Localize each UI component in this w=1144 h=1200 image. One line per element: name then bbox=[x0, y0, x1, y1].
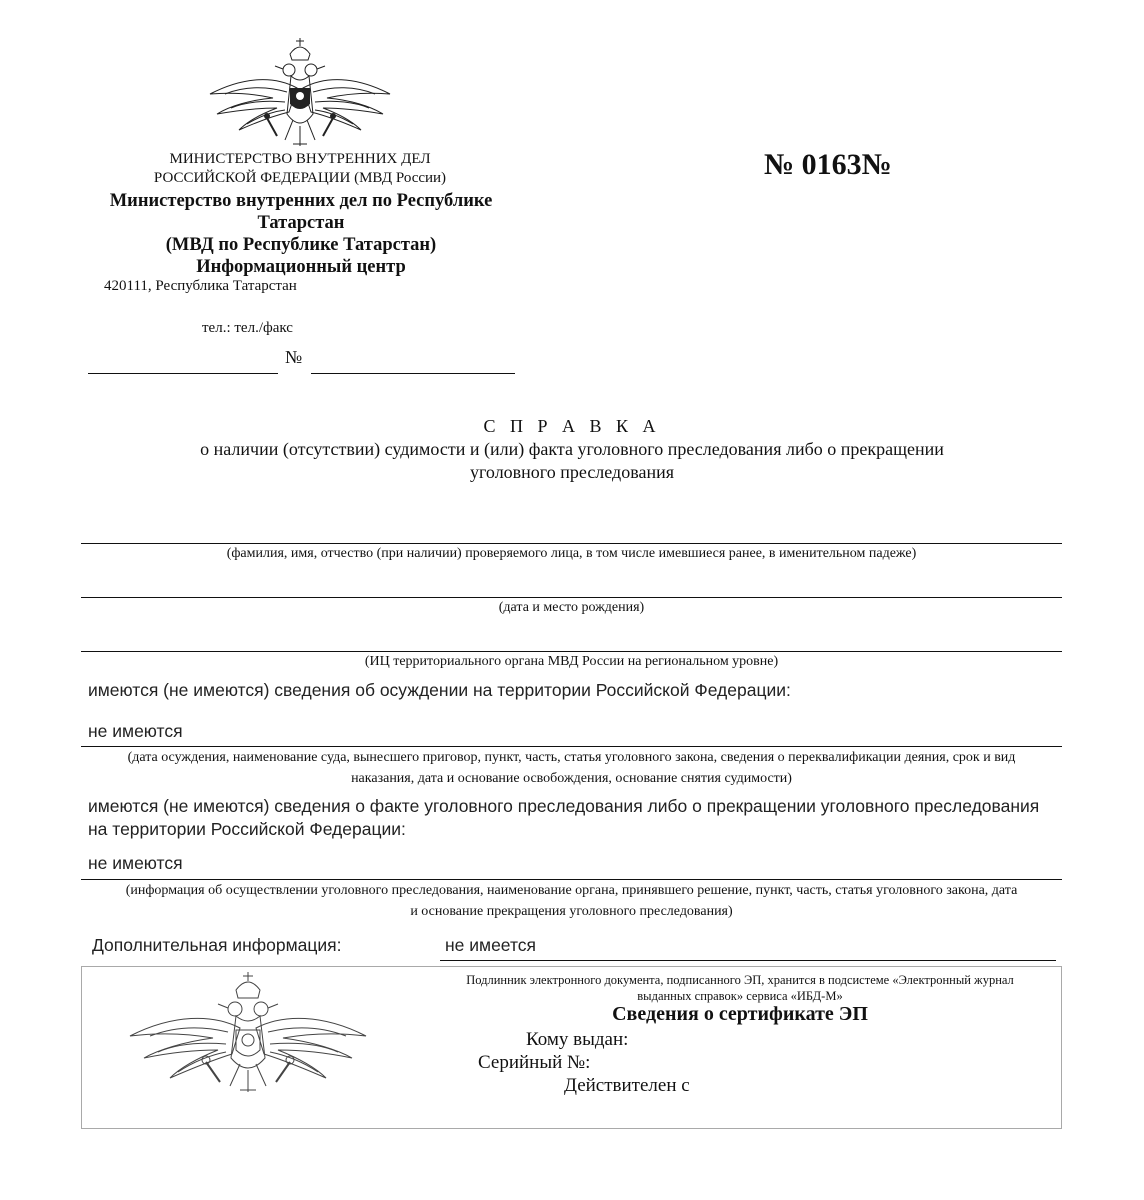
ic-caption: (ИЦ территориального органа МВД России на региональном уровне) bbox=[364, 654, 779, 669]
prosecution-question-line-1: имеются (не имеются) сведения о факте уголовного преследования либо о прекращении уголовного преследования bbox=[88, 796, 1040, 816]
prosecution-caption bbox=[81, 880, 1062, 922]
birth-caption: (дата и место рождения) bbox=[498, 600, 645, 615]
regional-line-1: Министерство внутренних дел по Республике bbox=[109, 191, 493, 211]
convictions-question: имеются (не имеются) сведения об осуждении на территории Российской Федерации: bbox=[88, 680, 791, 700]
office-phone: тел.: тел./факс bbox=[202, 320, 293, 336]
ministry-name bbox=[100, 150, 500, 188]
additional-info-label: Дополнительная информация: bbox=[92, 935, 342, 955]
prosecution-question-line-2: на территории Российской Федерации: bbox=[88, 819, 406, 839]
prosecution-caption-line-2: и основание прекращения уголовного преследования) bbox=[410, 904, 733, 919]
prosecution-answer: не имеются bbox=[88, 853, 183, 873]
certificate-title: Сведения о сертификате ЭП bbox=[612, 1003, 868, 1025]
convictions-answer: не имеются bbox=[88, 721, 183, 741]
certificate-note bbox=[440, 972, 1040, 1004]
mvd-emblem-icon bbox=[205, 36, 395, 148]
subtitle-line-2: уголовного преследования bbox=[470, 462, 674, 482]
certificate-emblem-icon bbox=[128, 972, 368, 1094]
prosecution-caption-line-1: (информация об осуществлении уголовного преследования, наименование органа, принявшего решение, пункт, часть, статья уголовного закона, дата bbox=[125, 883, 1018, 898]
convictions-caption-line-1: (дата осуждения, наименование суда, вынесшего приговор, пункт, часть, статья уголовного закона, сведения о переквалификации деяния, срок и вид bbox=[127, 750, 1016, 765]
convictions-caption-line-2: наказания, дата и основание освобождения, основание снятия судимости) bbox=[351, 771, 792, 786]
certificate-issued-to: Кому выдан: bbox=[526, 1029, 629, 1050]
certificate-note-line-1: Подлинник электронного документа, подписанного ЭП, хранится в подсистеме «Электронный журнал bbox=[466, 973, 1014, 987]
prosecution-question bbox=[88, 795, 1039, 841]
regional-line-2: Татарстан bbox=[257, 213, 345, 233]
convictions-caption bbox=[81, 747, 1062, 789]
regional-line-3: (МВД по Республике Татарстан) bbox=[165, 235, 437, 255]
document-subtitle bbox=[150, 438, 994, 484]
regional-line-4: Информационный центр bbox=[196, 257, 406, 277]
regional-office-name bbox=[90, 190, 512, 278]
office-address: 420111, Республика Татарстан bbox=[104, 278, 297, 294]
registration-date-line bbox=[88, 373, 278, 374]
registration-number-sign: № bbox=[285, 347, 303, 367]
document-title: С П Р А В К А bbox=[483, 416, 661, 436]
person-name-caption: (фамилия, имя, отчество (при наличии) проверяемого лица, в том числе имевшиеся ранее, в именительном падеже) bbox=[226, 546, 917, 561]
ministry-line-2: РОССИЙСКОЙ ФЕДЕРАЦИИ (МВД России) bbox=[153, 170, 447, 186]
document-number: № 0163№ bbox=[764, 148, 892, 181]
registration-number-line bbox=[311, 373, 515, 374]
additional-info-line bbox=[440, 960, 1056, 961]
certificate-note-line-2: выданных справок» сервиса «ИБД-М» bbox=[637, 989, 843, 1003]
subtitle-line-1: о наличии (отсутствии) судимости и (или) факта уголовного преследования либо о прекращении bbox=[200, 439, 944, 459]
ministry-line-1: МИНИСТЕРСТВО ВНУТРЕННИХ ДЕЛ bbox=[169, 151, 431, 167]
certificate-valid-from: Действителен с bbox=[564, 1075, 690, 1096]
certificate-serial: Серийный №: bbox=[478, 1052, 591, 1073]
additional-info-value: не имеется bbox=[445, 935, 536, 955]
